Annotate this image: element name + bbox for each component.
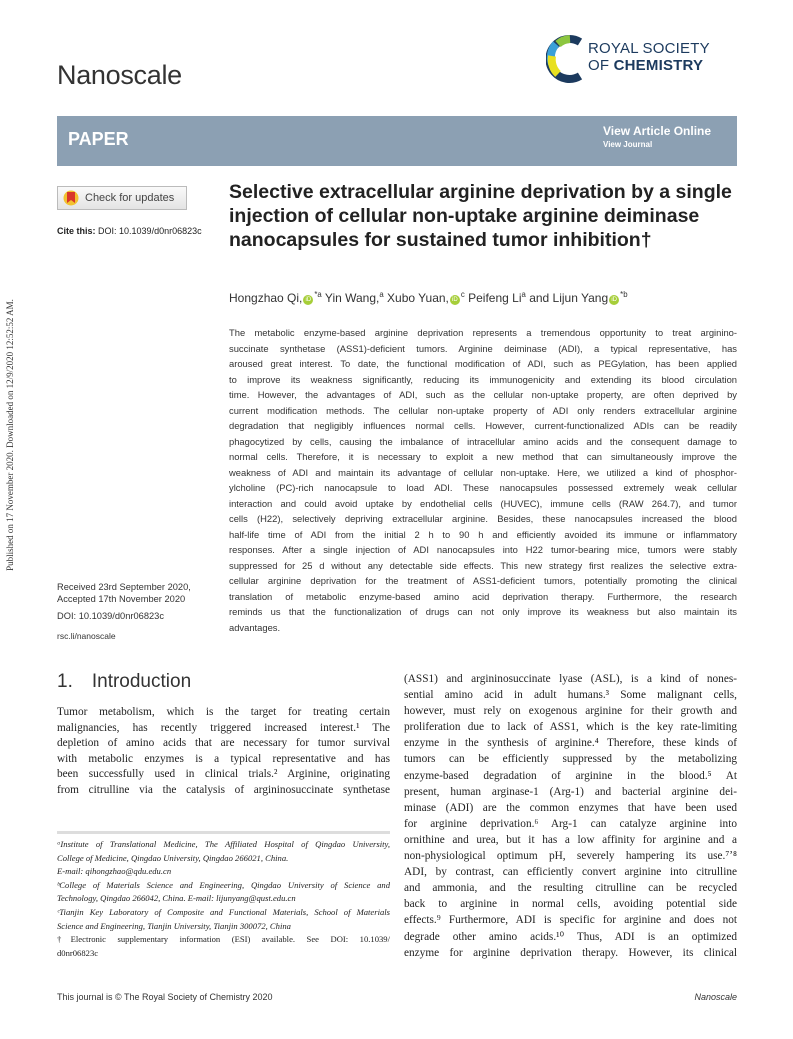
text-line: for arginine deprivation.⁶ Arg-1 can catalyze arginine into <box>404 817 737 830</box>
check-for-updates-button[interactable] <box>57 186 187 210</box>
text-line: ᵃInstitute of Translational Medicine, The Affiliated Hospital of Qingdao University, <box>57 839 390 849</box>
logo-line1: ROYAL SOCIETY <box>588 40 710 57</box>
orcid-icon[interactable]: iD <box>303 295 313 305</box>
text-line: cellular arginine deprivation for the treatment of ASS1-deficient tumors, potentially promoting the clinical <box>229 575 737 586</box>
cite-doi: DOI: 10.1039/d0nr06823c <box>98 226 202 236</box>
cite-label: Cite this: <box>57 226 96 236</box>
text-line: ylcholine (PC)-rich nanocapsule to load ADI. These nanocapsules possessed extremely weak cellular <box>229 482 737 493</box>
text-line: tumors can be efficiently suppressed by the metabolizing <box>404 753 737 766</box>
text-line: enzyme for arginine deprivation therapy. However, its clinical <box>404 946 737 959</box>
text-line: suppressed for 25 d without any detectable side effects. This new strategy first realizes the selective extra- <box>229 559 737 571</box>
logo-line2-prefix: OF <box>588 57 614 74</box>
text-line: phagocytized by cells, causing the imbalance of intracellular amino acids and the consequent damage to <box>229 435 737 447</box>
author-list <box>229 290 628 305</box>
view-article-online-link[interactable]: View Article Online <box>603 124 712 138</box>
publication-stamp: Published on 17 November 2020. Downloaded on 12/9/2020 12:52:52 AM. <box>5 299 15 571</box>
text-line: d0nr06823c <box>57 947 99 958</box>
author-name[interactable]: Hongzhao Qi, <box>229 291 303 305</box>
text-line: weakness of ADI and maintain its advantage of cellular non-uptake. Here, we utilized a kind of phosphor- <box>229 466 737 478</box>
text-line: minase (ADI) are the common enzymes that have been used <box>404 801 737 814</box>
text-line: normal cells. Therefore, it is necessary to exploit a new method that can simultaneously improve the <box>229 451 737 462</box>
text-line: E-mail: qihongzhao@qdu.edu.cn <box>57 866 172 877</box>
text-line: interaction and could avoid uptake by endothelial cells (HUVEC), immune cells (RAW 264.7), and tumor <box>229 497 737 509</box>
article-title: Selective extracellular arginine deprivation by a single injection of cellular non-uptake arginine deiminase nanocapsules for sustained tumor inhibition† <box>229 181 732 251</box>
orcid-icon[interactable]: iD <box>450 295 460 305</box>
text-line: current modification methods. The cellular non-uptake property of ADI only renders extracellular arginine <box>229 404 737 416</box>
text-line: aroused great interest. To date, the functional modification of ADI, such as PEGylation, has been applied <box>229 358 737 369</box>
text-line: however, must rely on exogenous arginine for their growth and <box>404 705 737 718</box>
footnotes <box>57 838 390 960</box>
accepted-date: Accepted 17th November 2020 <box>57 594 186 604</box>
received-date: Received 23rd September 2020, <box>57 582 191 592</box>
author-affiliation: *b <box>620 290 628 299</box>
text-line: Technology, Qingdao 266042, China. E-mail: lijunyang@qust.edu.cn <box>57 893 296 904</box>
text-line: College of Medicine, Qingdao University, Qingdao 266021, China. <box>57 852 289 863</box>
author-affiliation: *a <box>314 290 322 299</box>
article-doi[interactable]: DOI: 10.1039/d0nr06823c <box>57 611 164 621</box>
check-updates-icon <box>63 189 79 207</box>
text-line: degradation that negligibly influences normal cells. However, current-functionalized ADIs can be readily <box>229 420 737 431</box>
intro-right-column <box>404 671 737 961</box>
text-line: malignancies, has recently triggered increased interest.¹ The <box>57 721 390 734</box>
journal-url[interactable]: rsc.li/nanoscale <box>57 631 116 641</box>
text-line: The metabolic enzyme-based arginine deprivation represents a tremendous opportunity to treat arginino- <box>229 327 737 338</box>
text-line: sential amino acid in adult humans.³ Some malignant cells, <box>404 689 737 702</box>
text-line: enzyme in the synthesis of arginine.⁴ Therefore, these kinds of <box>404 737 737 750</box>
article-banner <box>57 116 737 166</box>
article-type: PAPER <box>68 129 129 149</box>
text-line: advantages. <box>229 621 281 633</box>
text-line: reminds us that the functionalization of drugs can not only improve its weakness but also maintain its <box>229 606 737 617</box>
author-affiliation: a <box>379 290 384 299</box>
text-line: enzyme-based degradation of arginine in the blood.⁵ At <box>404 769 737 782</box>
text-line: ADI, by contrast, can efficiently convert arginine into citrulline <box>404 866 737 879</box>
text-line: cells (H22), selectively depriving extracellular arginine. Besides, these nanocapsules increased the blood <box>229 513 737 524</box>
text-line: time. However, the advantages of ADI, such as the cellular non-uptake property, are often deprived by <box>229 389 737 400</box>
author-name[interactable]: Yin Wang, <box>321 291 380 305</box>
text-line: depletion of amino acids that are necessary for tumor survival <box>57 737 390 750</box>
text-line: and ammonia, and the resulting citrulline can be recycled <box>404 882 737 895</box>
text-line: non-physiological optimum pH, severely hampering its use.⁷ʼ⁸ <box>404 850 737 863</box>
text-line: ᵇCollege of Materials Science and Engineering, Qingdao University of Science and <box>57 879 390 890</box>
check-updates-label: Check for updates <box>85 192 175 204</box>
logo-line2-bold: CHEMISTRY <box>613 57 704 74</box>
footer-journal: Nanoscale <box>694 992 737 1002</box>
cite-this <box>57 226 202 236</box>
text-line: effects.⁹ Furthermore, ADI is specific for arginine and does not <box>404 914 737 927</box>
view-journal-link[interactable]: View Journal <box>603 140 653 149</box>
text-line: translation of metabolic enzyme-based amino acid deprivation therapy. Furthermore, the research <box>229 590 737 602</box>
author-affiliation: a <box>521 290 526 299</box>
text-line: been successfully used in clinical trials.² Arginine, originating <box>57 768 390 781</box>
rsc-logo <box>546 34 741 84</box>
text-line: with metabolic enzymes is a typical representative and has <box>57 752 390 765</box>
author-affiliation: c <box>460 290 465 299</box>
text-line: proliferation due to lack of ASS1, which is the key rate-limiting <box>404 721 737 734</box>
author-name[interactable]: Xubo Yuan, <box>383 291 449 305</box>
author-name[interactable]: Peifeng Li <box>464 291 522 305</box>
rsc-logo-icon <box>546 34 586 84</box>
abstract <box>229 325 737 635</box>
text-line: half-life time of ADI from the initial 2 h to 90 h and efficiently avoided its immune or inflammatory <box>229 528 737 540</box>
journal-name: Nanoscale <box>57 60 182 90</box>
text-line: Science and Engineering, Tianjin University, Tianjin 300072, China <box>57 920 291 931</box>
text-line: present, human arginase-1 (Arg-1) and bacterial arginine dei- <box>404 785 737 798</box>
text-line: from citrulline via the catalysis of argininosuccinate synthetase <box>57 783 390 796</box>
text-line: responses. After a single injection of ADI nanocapsules into H22 tumor-bearing mice, tumors were stably <box>229 544 737 555</box>
intro-left-column <box>57 705 390 799</box>
text-line: back to arginine in normal cells, avoiding potential side <box>404 898 737 911</box>
footnote-divider <box>57 831 390 834</box>
footer-copyright: This journal is © The Royal Society of Chemistry 2020 <box>57 992 273 1002</box>
section-heading-introduction: 1. Introduction <box>57 671 192 692</box>
text-line: degrade other amino acids.¹⁰ Thus, ADI is an optimized <box>404 930 737 943</box>
text-line: (ASS1) and argininosuccinate lyase (ASL), is a kind of nones- <box>404 673 737 685</box>
text-line: Tumor metabolism, which is the target for treating certain <box>57 706 390 718</box>
text-line: ornithine and urea, but it has a low affinity for arginine and a <box>404 833 737 846</box>
text-line: ᶜTianjin Key Laboratory of Composite and Functional Materials, School of Materials <box>57 906 390 917</box>
orcid-icon[interactable]: iD <box>609 295 619 305</box>
text-line: to improve its weakness significantly, reducing its immunogenicity and extending its blood circulation <box>229 373 737 385</box>
author-name[interactable]: and Lijun Yang <box>525 291 609 305</box>
text-line: succinate synthetase (ASS1)-deficient tumors. Arginine deiminase (ADI), a typical representative, has <box>229 342 737 354</box>
text-line: †Electronic supplementary information (ESI) available. See DOI: 10.1039/ <box>57 934 390 945</box>
